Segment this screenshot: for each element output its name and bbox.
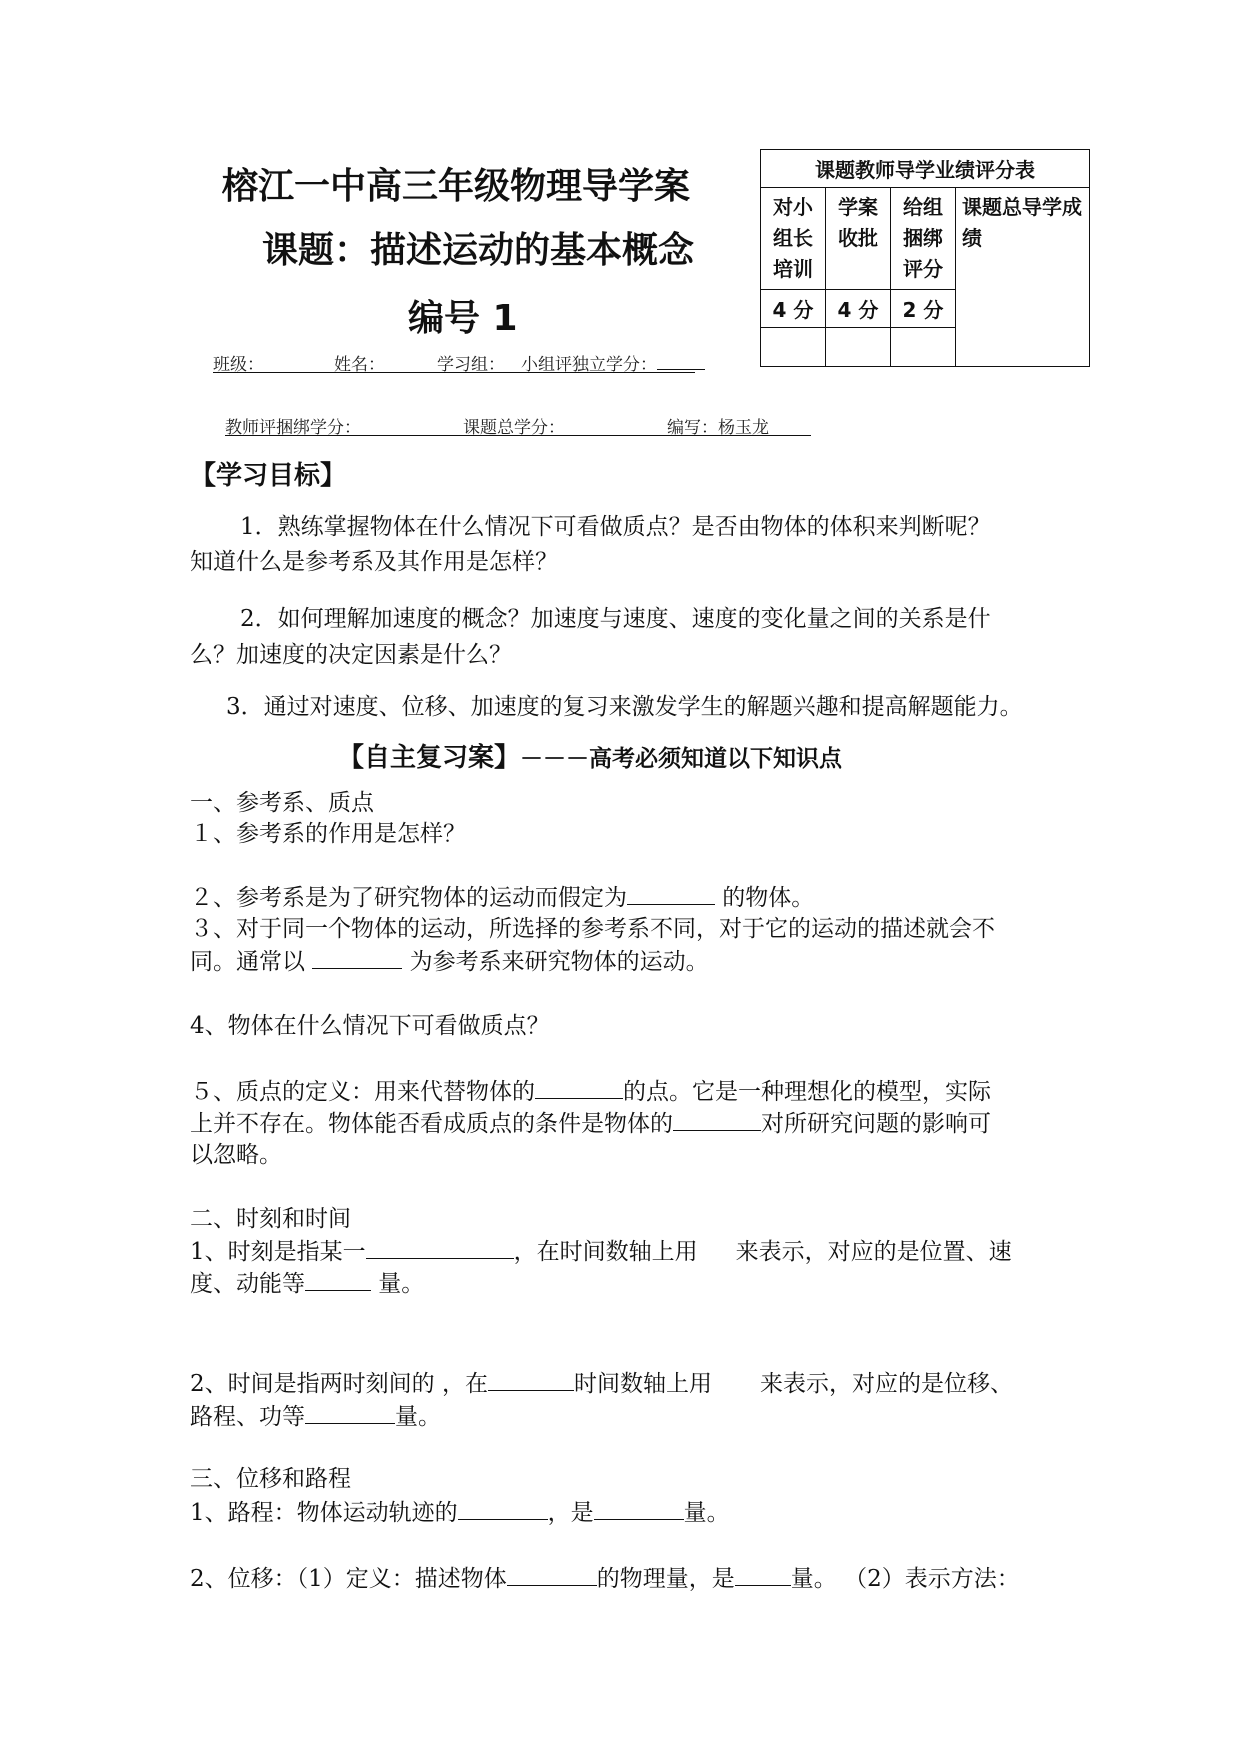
score-table-caption: 课题教师导学业绩评分表: [761, 150, 1090, 188]
goal-2a: 2．如何理解加速度的概念？加速度与速度、速度的变化量之间的关系是什: [240, 606, 991, 632]
review-heading: 【自主复习案】: [338, 743, 521, 773]
s3-q1-blank-1: [458, 1496, 548, 1520]
review-dashes: －－－: [520, 745, 590, 772]
s2-q1a: 1、时刻是指某一 ，在时间数轴上用 来表示，对应的是位置、速: [190, 1235, 1012, 1269]
s1-q5a: ５、质点的定义：用来代替物体的 的点。它是一种理想化的模型，实际: [190, 1075, 991, 1109]
s1-q5e: 以忽略。: [190, 1142, 282, 1168]
s2-q2a: 2、时间是指两时刻间的 ，在 时间数轴上用 来表示，对应的是位移、: [190, 1367, 1013, 1401]
score-col-leader-training: 对小组长培训: [761, 188, 826, 290]
review-subheading: 高考必须知道以下知识点: [589, 746, 843, 772]
score-pts-2: 4 分: [826, 290, 891, 328]
author-label: 编写：杨玉龙: [667, 418, 769, 438]
s3-q2-blank-1: [507, 1562, 597, 1586]
meta-line-2-underline: [225, 435, 811, 436]
s3-q2-blank-2: [735, 1562, 791, 1586]
group-score-blank: [657, 352, 705, 370]
s1-q5-blank-2: [673, 1107, 761, 1131]
s2-q1d: 度、动能等 量。: [190, 1267, 424, 1301]
s3-q1-blank-2: [594, 1496, 684, 1520]
s3-heading: 三、位移和路程: [190, 1466, 351, 1492]
topic-title: 课题：描述运动的基本概念: [262, 230, 695, 271]
doc-title: 榕江一中高三年级物理导学案: [222, 166, 691, 207]
s2-heading: 二、时刻和时间: [190, 1206, 351, 1232]
review-heading-line: [338, 737, 842, 776]
s1-q3-blank: [312, 945, 402, 969]
s1-heading: 一、参考系、质点: [190, 790, 374, 816]
s3-q2: 2、位移：（1）定义：描述物体 的物理量，是 量。 （2）表示方法：: [190, 1562, 1020, 1596]
name-label: 姓名：: [334, 355, 385, 375]
s2-q1-blank-2: [305, 1267, 371, 1291]
s2-q2-blank-1: [488, 1367, 574, 1391]
class-label: 班级：: [213, 355, 264, 375]
score-col-grading: 学案收批: [826, 188, 891, 290]
score-pts-3: 2 分: [891, 290, 956, 328]
score-col-group-score: 给组捆绑评分: [891, 188, 956, 290]
score-blank-3: [891, 328, 956, 367]
teacher-score-label: 教师评捆绑学分：: [225, 418, 361, 438]
score-blank-1: [761, 328, 826, 367]
group-score-label: 小组评独立学分：: [521, 355, 657, 375]
score-table: [760, 149, 1090, 367]
goal-1b: 知道什么是参考系及其作用是怎样？: [190, 549, 558, 575]
score-col-total: 课题总导学成绩: [956, 188, 1090, 367]
s1-q1: １、参考系的作用是怎样？: [190, 821, 466, 847]
goal-3: 3．通过对速度、位移、加速度的复习来激发学生的解题兴趣和提高解题能力。: [226, 694, 1023, 720]
group-label: 学习组：: [437, 355, 505, 375]
s1-q3b: 同。通常以 为参考系来研究物体的运动。: [190, 945, 709, 979]
score-blank-2: [826, 328, 891, 367]
s1-q2: ２、参考系是为了研究物体的运动而假定为 的物体。: [190, 881, 814, 915]
s1-q5c: 上并不存在。物体能否看成质点的条件是物体的 对所研究问题的影响可: [190, 1107, 991, 1141]
s1-q2-blank: [627, 881, 715, 905]
s2-q2-blank-2: [305, 1400, 395, 1424]
s1-q5-blank-1: [535, 1075, 623, 1099]
s1-q3a: ３、对于同一个物体的运动，所选择的参考系不同，对于它的运动的描述就会不: [190, 916, 995, 942]
s3-q1: 1、路程：物体运动轨迹的 ，是 量。: [190, 1496, 730, 1530]
goal-1a: 1．熟练掌握物体在什么情况下可看做质点？是否由物体的体积来判断呢？: [240, 514, 991, 540]
total-score-label: 课题总学分：: [463, 418, 565, 438]
score-pts-1: 4 分: [761, 290, 826, 328]
goals-heading: 【学习目标】: [190, 461, 347, 491]
meta-line-1-underline: [213, 372, 695, 373]
s2-q2d: 路程、功等 量。: [190, 1400, 441, 1434]
s1-q4: 4、物体在什么情况下可看做质点？: [190, 1013, 550, 1039]
goal-2b: 么？加速度的决定因素是什么？: [190, 642, 512, 668]
s2-q1-blank-1: [366, 1235, 514, 1259]
number-title: 编号 1: [408, 298, 518, 339]
